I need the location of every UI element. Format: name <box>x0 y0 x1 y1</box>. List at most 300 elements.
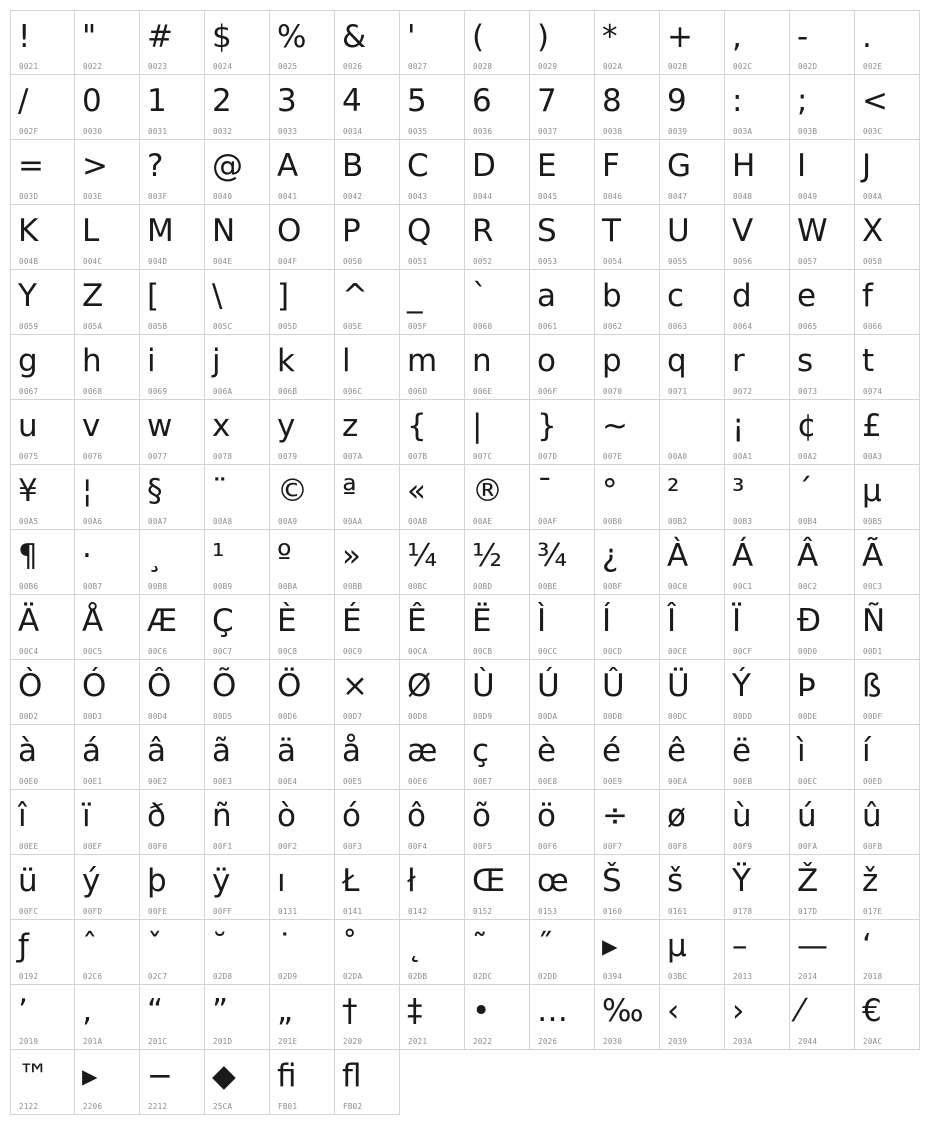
glyph-cell <box>335 1050 400 1115</box>
glyph-codepoint: 0067 <box>19 387 39 396</box>
glyph-character: R <box>472 213 494 249</box>
glyph-codepoint: 00AA <box>343 517 363 526</box>
glyph-codepoint: 0141 <box>343 907 363 916</box>
glyph-cell <box>400 270 465 335</box>
glyph-codepoint: 02C7 <box>148 972 168 981</box>
glyph-codepoint: 005C <box>213 322 233 331</box>
glyph-character: © <box>277 473 308 509</box>
glyph-cell <box>855 855 920 920</box>
glyph-character: m <box>407 343 438 379</box>
glyph-cell <box>725 920 790 985</box>
glyph-character: E <box>537 148 557 184</box>
glyph-cell <box>530 270 595 335</box>
glyph-cell <box>10 725 75 790</box>
glyph-cell <box>10 530 75 595</box>
glyph-codepoint: 00DF <box>863 712 883 721</box>
glyph-character: Ú <box>537 668 560 704</box>
glyph-codepoint: 0037 <box>538 127 558 136</box>
glyph-character: v <box>82 408 101 444</box>
glyph-character: $ <box>212 19 232 55</box>
glyph-codepoint: 0026 <box>343 62 363 71</box>
glyph-cell <box>530 855 595 920</box>
glyph-codepoint: 00B4 <box>798 517 818 526</box>
glyph-codepoint: 00A6 <box>83 517 103 526</box>
glyph-codepoint: 00EB <box>733 777 753 786</box>
glyph-character: 6 <box>472 83 492 119</box>
glyph-cell <box>660 140 725 205</box>
glyph-cell <box>205 270 270 335</box>
glyph-codepoint: 2018 <box>863 972 883 981</box>
glyph-character: ˇ <box>147 928 163 964</box>
glyph-codepoint: 00BF <box>603 582 623 591</box>
glyph-codepoint: 0049 <box>798 192 818 201</box>
glyph-character: * <box>602 19 618 55</box>
glyph-cell <box>140 530 205 595</box>
glyph-codepoint: 00C7 <box>213 647 233 656</box>
glyph-character: ` <box>472 278 488 314</box>
glyph-character: 7 <box>537 83 557 119</box>
glyph-codepoint: 0076 <box>83 452 103 461</box>
glyph-character: j <box>212 343 221 379</box>
glyph-codepoint: 2212 <box>148 1102 168 1111</box>
glyph-codepoint: 00B7 <box>83 582 103 591</box>
glyph-codepoint: 2013 <box>733 972 753 981</box>
glyph-codepoint: 00D1 <box>863 647 883 656</box>
glyph-character: ø <box>667 798 686 834</box>
glyph-cell <box>725 595 790 660</box>
glyph-codepoint: 00C9 <box>343 647 363 656</box>
glyph-character: í <box>862 733 871 769</box>
glyph-codepoint: 0075 <box>19 452 39 461</box>
glyph-codepoint: 003E <box>83 192 103 201</box>
glyph-character: Ý <box>732 668 751 704</box>
glyph-cell <box>335 335 400 400</box>
glyph-codepoint: 0062 <box>603 322 623 331</box>
glyph-codepoint: 0021 <box>19 62 39 71</box>
glyph-codepoint: 201E <box>278 1037 298 1046</box>
glyph-codepoint: 0034 <box>343 127 363 136</box>
glyph-codepoint: 0161 <box>668 907 688 916</box>
glyph-codepoint: 003B <box>798 127 818 136</box>
glyph-cell <box>140 140 205 205</box>
glyph-cell <box>10 270 75 335</box>
glyph-cell <box>400 335 465 400</box>
glyph-character: × <box>342 668 368 704</box>
glyph-cell <box>790 530 855 595</box>
glyph-codepoint: 00DD <box>733 712 753 721</box>
glyph-codepoint: 00B9 <box>213 582 233 591</box>
glyph-cell <box>205 530 270 595</box>
glyph-codepoint: 201C <box>148 1037 168 1046</box>
glyph-character: : <box>732 83 743 119</box>
glyph-cell <box>725 660 790 725</box>
glyph-character: ² <box>667 473 680 509</box>
glyph-character: s <box>797 343 814 379</box>
glyph-character: “ <box>147 993 164 1029</box>
glyph-cell <box>595 660 660 725</box>
glyph-codepoint: 00A1 <box>733 452 753 461</box>
glyph-cell <box>205 465 270 530</box>
glyph-codepoint: 00A2 <box>798 452 818 461</box>
glyph-cell <box>660 400 725 465</box>
glyph-character: ﬂ <box>342 1058 362 1094</box>
glyph-codepoint: 004B <box>19 257 39 266</box>
glyph-codepoint: 00D7 <box>343 712 363 721</box>
glyph-character: à <box>18 733 37 769</box>
glyph-cell <box>335 920 400 985</box>
glyph-cell <box>465 10 530 75</box>
glyph-codepoint: FB01 <box>278 1102 298 1111</box>
glyph-character: û <box>862 798 882 834</box>
glyph-codepoint: 0055 <box>668 257 688 266</box>
glyph-character: å <box>342 733 361 769</box>
glyph-character: x <box>212 408 231 444</box>
glyph-character: ⁄ <box>797 993 803 1029</box>
glyph-character: ‡ <box>407 993 423 1029</box>
glyph-cell <box>270 530 335 595</box>
glyph-codepoint: 007B <box>408 452 428 461</box>
glyph-cell <box>660 335 725 400</box>
glyph-character: \ <box>212 278 223 314</box>
glyph-cell <box>725 10 790 75</box>
glyph-cell <box>465 530 530 595</box>
glyph-cell <box>530 75 595 140</box>
glyph-character: ÿ <box>212 863 231 899</box>
glyph-cell <box>75 335 140 400</box>
glyph-codepoint: 00C2 <box>798 582 818 591</box>
glyph-codepoint: 0045 <box>538 192 558 201</box>
glyph-codepoint: 2014 <box>798 972 818 981</box>
glyph-cell <box>270 75 335 140</box>
glyph-character: _ <box>407 278 423 314</box>
glyph-cell <box>400 75 465 140</box>
glyph-cell <box>270 400 335 465</box>
glyph-cell <box>270 790 335 855</box>
glyph-cell <box>660 270 725 335</box>
glyph-cell <box>725 725 790 790</box>
glyph-character: / <box>18 83 29 119</box>
glyph-codepoint: 002B <box>668 62 688 71</box>
glyph-cell <box>790 595 855 660</box>
glyph-character: Ù <box>472 668 495 704</box>
glyph-cell <box>205 985 270 1050</box>
glyph-character: h <box>82 343 102 379</box>
glyph-cell <box>205 1050 270 1115</box>
glyph-cell <box>205 140 270 205</box>
glyph-cell <box>595 595 660 660</box>
glyph-cell <box>270 920 335 985</box>
glyph-codepoint: 00EA <box>668 777 688 786</box>
glyph-cell <box>530 920 595 985</box>
glyph-cell <box>465 75 530 140</box>
glyph-character: F <box>602 148 620 184</box>
glyph-codepoint: 02DC <box>473 972 493 981</box>
glyph-cell <box>140 400 205 465</box>
glyph-cell <box>270 985 335 1050</box>
glyph-codepoint: 00E3 <box>213 777 233 786</box>
glyph-character: ﬁ <box>277 1058 297 1094</box>
glyph-character: Ï <box>732 603 742 639</box>
glyph-codepoint: 00F0 <box>148 842 168 851</box>
glyph-cell <box>855 790 920 855</box>
glyph-character: 9 <box>667 83 687 119</box>
glyph-character: ä <box>277 733 296 769</box>
glyph-character: Í <box>602 603 612 639</box>
glyph-codepoint: 0079 <box>278 452 298 461</box>
glyph-cell <box>335 725 400 790</box>
glyph-codepoint: 005F <box>408 322 428 331</box>
glyph-cell <box>10 660 75 725</box>
glyph-codepoint: 0152 <box>473 907 493 916</box>
glyph-codepoint: 0048 <box>733 192 753 201</box>
glyph-cell <box>400 530 465 595</box>
glyph-character: Õ <box>212 668 237 704</box>
glyph-codepoint: 00E6 <box>408 777 428 786</box>
glyph-character: æ <box>407 733 438 769</box>
glyph-cell <box>790 465 855 530</box>
glyph-codepoint: 00E1 <box>83 777 103 786</box>
glyph-character: Æ <box>147 603 178 639</box>
glyph-cell <box>75 10 140 75</box>
glyph-character: Q <box>407 213 432 249</box>
glyph-codepoint: 00D9 <box>473 712 493 721</box>
glyph-character: » <box>342 538 361 574</box>
glyph-cell <box>595 10 660 75</box>
glyph-character: ¡ <box>732 408 745 444</box>
glyph-codepoint: 00B5 <box>863 517 883 526</box>
glyph-codepoint: 00B0 <box>603 517 623 526</box>
glyph-codepoint: 0058 <box>863 257 883 266</box>
glyph-character: ® <box>472 473 503 509</box>
glyph-codepoint: 00A5 <box>19 517 39 526</box>
glyph-cell <box>855 335 920 400</box>
glyph-character: Â <box>797 538 819 574</box>
glyph-cell <box>140 595 205 660</box>
glyph-cell <box>855 920 920 985</box>
glyph-codepoint: 0142 <box>408 907 428 916</box>
glyph-character: . <box>862 19 872 55</box>
glyph-cell <box>790 205 855 270</box>
glyph-codepoint: 004E <box>213 257 233 266</box>
glyph-codepoint: 00FF <box>213 907 233 916</box>
glyph-character: V <box>732 213 754 249</box>
glyph-codepoint: 00C3 <box>863 582 883 591</box>
glyph-character: u <box>18 408 38 444</box>
glyph-codepoint: 00ED <box>863 777 883 786</box>
glyph-cell <box>855 660 920 725</box>
glyph-character: ¸ <box>147 538 163 574</box>
glyph-codepoint: 00A8 <box>213 517 233 526</box>
glyph-cell <box>140 335 205 400</box>
glyph-codepoint: 0030 <box>83 127 103 136</box>
glyph-character: y <box>277 408 296 444</box>
glyph-character: D <box>472 148 496 184</box>
glyph-character: ¹ <box>212 538 225 574</box>
glyph-character: ¦ <box>82 473 93 509</box>
glyph-cell <box>270 595 335 660</box>
glyph-codepoint: 017D <box>798 907 818 916</box>
glyph-cell <box>400 595 465 660</box>
glyph-codepoint: 00DB <box>603 712 623 721</box>
glyph-codepoint: 0044 <box>473 192 493 201</box>
glyph-character: O <box>277 213 302 249</box>
glyph-codepoint: 2019 <box>19 1037 39 1046</box>
glyph-codepoint: 0033 <box>278 127 298 136</box>
glyph-character: Ç <box>212 603 234 639</box>
glyph-cell <box>465 335 530 400</box>
glyph-character: 3 <box>277 83 297 119</box>
glyph-cell <box>205 400 270 465</box>
glyph-codepoint: 02D8 <box>213 972 233 981</box>
glyph-codepoint: 02D9 <box>278 972 298 981</box>
glyph-character: ó <box>342 798 361 834</box>
glyph-cell <box>10 595 75 660</box>
glyph-character: ▸ <box>82 1058 98 1094</box>
glyph-codepoint: 0029 <box>538 62 558 71</box>
glyph-cell <box>10 400 75 465</box>
glyph-cell <box>335 530 400 595</box>
glyph-cell <box>270 1050 335 1115</box>
glyph-codepoint: 00CA <box>408 647 428 656</box>
glyph-character: ³ <box>732 473 745 509</box>
glyph-character: Ü <box>667 668 690 704</box>
glyph-cell <box>10 855 75 920</box>
glyph-character: Ÿ <box>732 863 751 899</box>
glyph-character: Å <box>82 603 104 639</box>
glyph-cell <box>465 595 530 660</box>
glyph-cell <box>530 595 595 660</box>
glyph-character: d <box>732 278 752 314</box>
glyph-codepoint: 0069 <box>148 387 168 396</box>
glyph-codepoint: 004F <box>278 257 298 266</box>
glyph-cell <box>725 75 790 140</box>
glyph-codepoint: 20AC <box>863 1037 883 1046</box>
glyph-character: Ž <box>797 863 819 899</box>
glyph-cell <box>400 725 465 790</box>
glyph-character: ˘ <box>212 928 228 964</box>
glyph-character: w <box>147 408 173 444</box>
glyph-cell <box>205 920 270 985</box>
glyph-cell <box>790 920 855 985</box>
glyph-character: z <box>342 408 359 444</box>
glyph-cell <box>75 660 140 725</box>
glyph-character: ¶ <box>18 538 38 574</box>
glyph-codepoint: 0063 <box>668 322 688 331</box>
glyph-character: ½ <box>472 538 503 574</box>
glyph-character: Ñ <box>862 603 886 639</box>
glyph-cell <box>335 790 400 855</box>
glyph-character: ı <box>277 863 286 899</box>
glyph-codepoint: 00FE <box>148 907 168 916</box>
glyph-codepoint: 005E <box>343 322 363 331</box>
glyph-character: ◆ <box>212 1058 236 1094</box>
glyph-codepoint: 00FC <box>19 907 39 916</box>
glyph-character: ˜ <box>472 928 488 964</box>
glyph-codepoint: 002E <box>863 62 883 71</box>
glyph-cell <box>660 725 725 790</box>
glyph-cell <box>75 270 140 335</box>
glyph-cell <box>595 855 660 920</box>
glyph-character: B <box>342 148 364 184</box>
glyph-cell <box>790 400 855 465</box>
glyph-character: „ <box>277 993 294 1029</box>
glyph-codepoint: 25CA <box>213 1102 233 1111</box>
glyph-cell <box>270 660 335 725</box>
glyph-character: # <box>147 19 173 55</box>
glyph-character: + <box>667 19 693 55</box>
glyph-character: N <box>212 213 236 249</box>
glyph-cell <box>75 75 140 140</box>
glyph-character: ^ <box>342 278 368 314</box>
glyph-cell <box>530 985 595 1050</box>
glyph-character: - <box>797 19 809 55</box>
glyph-cell <box>595 530 660 595</box>
glyph-character: I <box>797 148 807 184</box>
glyph-codepoint: 00D8 <box>408 712 428 721</box>
glyph-character: À <box>667 538 689 574</box>
glyph-cell <box>855 75 920 140</box>
glyph-character: † <box>342 993 358 1029</box>
glyph-cell <box>660 790 725 855</box>
glyph-cell <box>270 140 335 205</box>
glyph-codepoint: 0057 <box>798 257 818 266</box>
glyph-cell <box>465 660 530 725</box>
glyph-cell <box>790 140 855 205</box>
glyph-character: Ó <box>82 668 107 704</box>
glyph-character: 0 <box>82 83 102 119</box>
glyph-codepoint: 02C6 <box>83 972 103 981</box>
glyph-cell <box>335 660 400 725</box>
glyph-character: ‰ <box>602 993 644 1029</box>
glyph-cell <box>10 140 75 205</box>
glyph-codepoint: 0160 <box>603 907 623 916</box>
glyph-codepoint: 004C <box>83 257 103 266</box>
glyph-codepoint: 0072 <box>733 387 753 396</box>
glyph-character: [ <box>147 278 160 314</box>
glyph-character: @ <box>212 148 243 184</box>
glyph-codepoint: 0052 <box>473 257 493 266</box>
glyph-character: ( <box>472 19 485 55</box>
glyph-codepoint: 0077 <box>148 452 168 461</box>
glyph-cell <box>205 335 270 400</box>
glyph-character: T <box>602 213 621 249</box>
glyph-codepoint: 006B <box>278 387 298 396</box>
glyph-codepoint: 00CF <box>733 647 753 656</box>
glyph-codepoint: 003C <box>863 127 883 136</box>
glyph-codepoint: 03BC <box>668 972 688 981</box>
glyph-cell <box>400 400 465 465</box>
glyph-cell <box>270 335 335 400</box>
glyph-character: Þ <box>797 668 816 704</box>
glyph-character: e <box>797 278 817 314</box>
glyph-codepoint: 00D6 <box>278 712 298 721</box>
glyph-character: É <box>342 603 362 639</box>
glyph-character: C <box>407 148 429 184</box>
glyph-character: ÷ <box>602 798 628 834</box>
glyph-character: Ì <box>537 603 547 639</box>
glyph-codepoint: 00B2 <box>668 517 688 526</box>
glyph-codepoint: 0059 <box>19 322 39 331</box>
glyph-cell <box>75 855 140 920</box>
glyph-character: · <box>82 538 92 574</box>
glyph-character: > <box>82 148 108 184</box>
glyph-codepoint: 0046 <box>603 192 623 201</box>
glyph-cell <box>205 660 270 725</box>
glyph-codepoint: 2026 <box>538 1037 558 1046</box>
glyph-cell <box>530 140 595 205</box>
glyph-cell <box>660 205 725 270</box>
glyph-cell <box>530 725 595 790</box>
